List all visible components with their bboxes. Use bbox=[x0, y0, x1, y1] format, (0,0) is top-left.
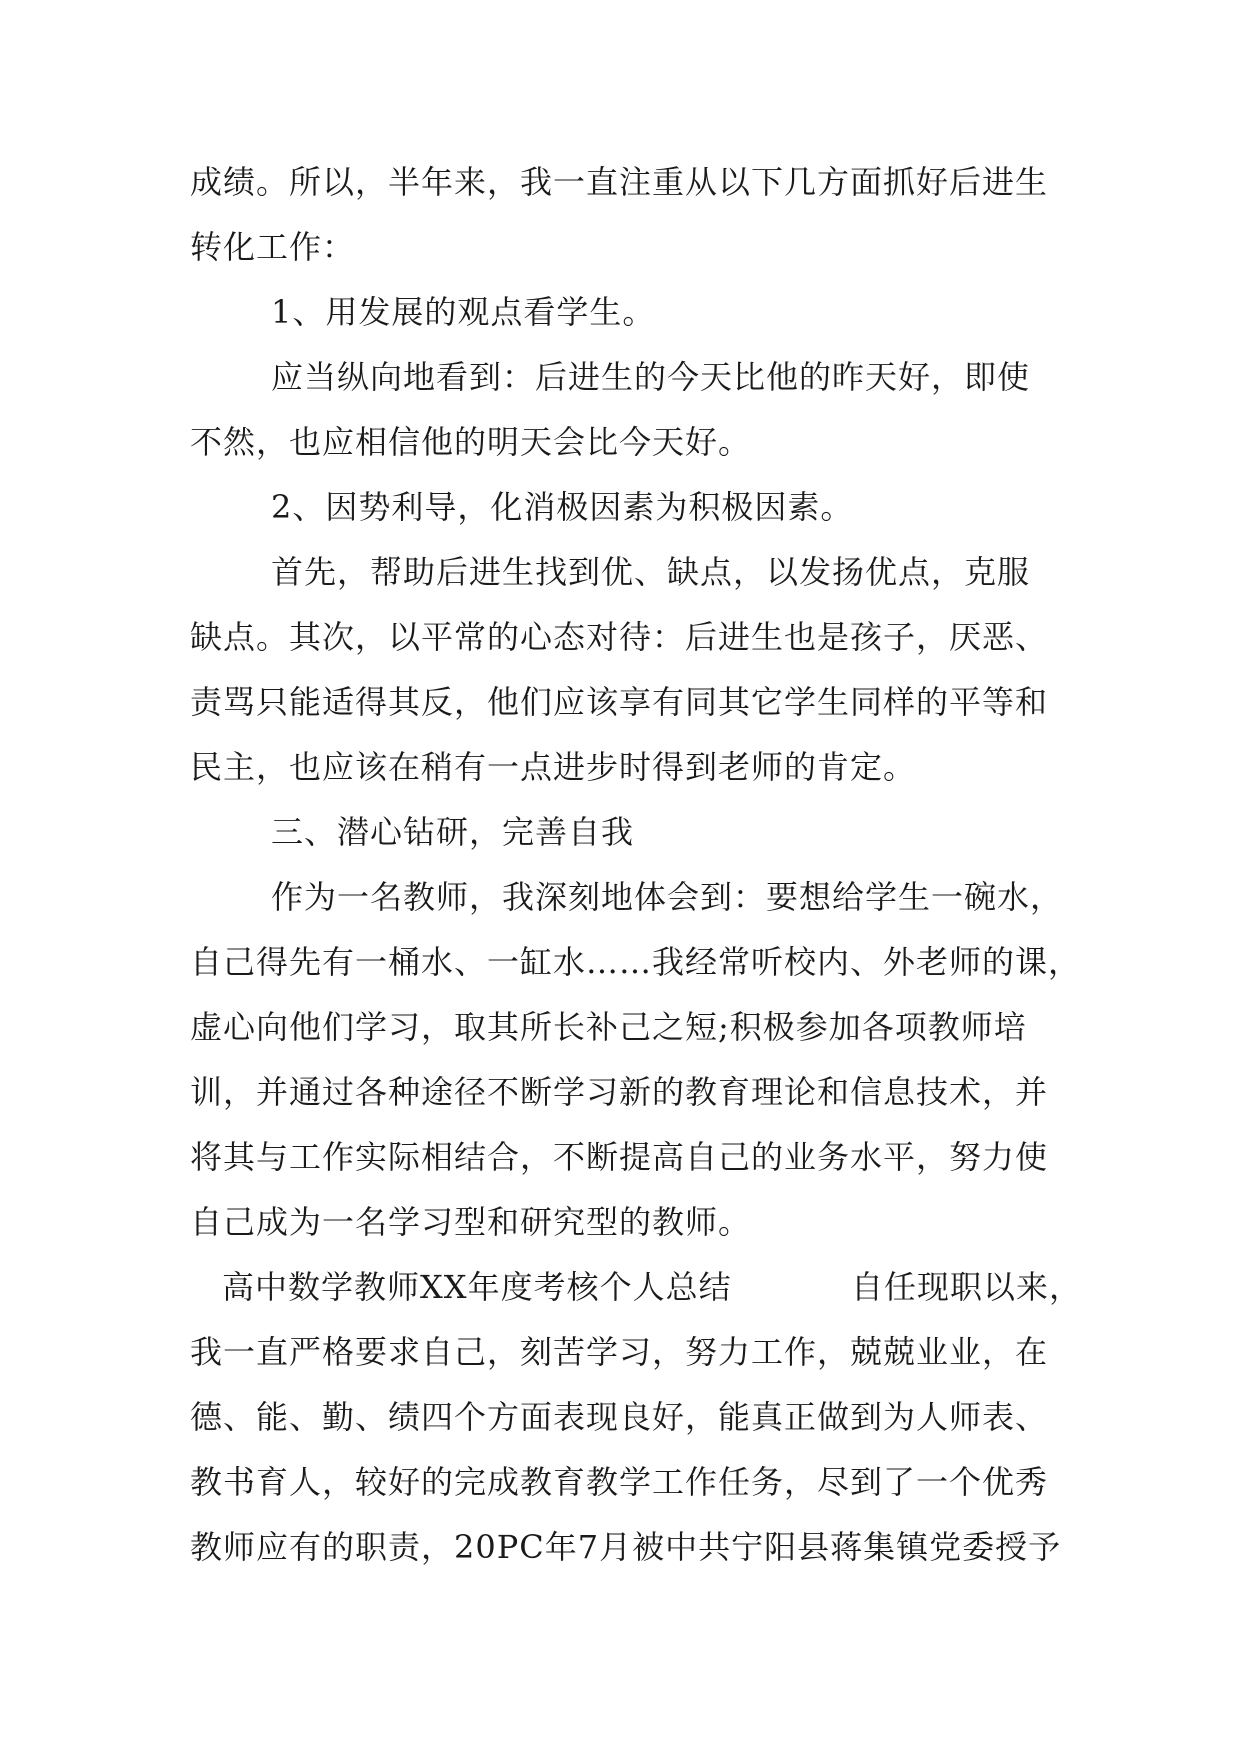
text-line: 成绩。所以，半年来，我一直注重从以下几方面抓好后进生 bbox=[190, 163, 1049, 201]
text-line: 民主，也应该在稍有一点进步时得到老师的肯定。 bbox=[190, 748, 917, 786]
text-line: 德、能、勤、绩四个方面表现良好，能真正做到为人师表、 bbox=[190, 1398, 1049, 1436]
text-line: 虚心向他们学习，取其所长补己之短;积极参加各项教师培 bbox=[190, 1008, 1027, 1046]
document-title: 高中数学教师XX年度考核个人总结 bbox=[222, 1268, 732, 1306]
list-item-heading: 2、因势利导，化消极因素为积极因素。 bbox=[271, 488, 854, 526]
text-line: 自己成为一名学习型和研究型的教师。 bbox=[190, 1203, 752, 1241]
text-line: 自己得先有一桶水、一缸水……我经常听校内、外老师的课， bbox=[190, 943, 1082, 981]
text-line: 缺点。其次，以平常的心态对待：后进生也是孩子，厌恶、 bbox=[190, 618, 1049, 656]
text-line: 自任现职以来， bbox=[851, 1268, 1083, 1306]
text-line: 作为一名教师，我深刻地体会到：要想给学生一碗水， bbox=[271, 878, 1064, 916]
text-line: 教书育人，较好的完成教育教学工作任务，尽到了一个优秀 bbox=[190, 1463, 1049, 1501]
section-heading: 三、潜心钻研，完善自我 bbox=[271, 813, 635, 851]
text-line: 应当纵向地看到：后进生的今天比他的昨天好，即使 bbox=[271, 358, 1031, 396]
text-line: 教师应有的职责，20PC年7月被中共宁阳县蒋集镇党委授予 bbox=[190, 1528, 1062, 1566]
text-line: 转化工作： bbox=[190, 228, 356, 266]
text-line: 责骂只能适得其反，他们应该享有同其它学生同样的平等和 bbox=[190, 683, 1049, 721]
text-line: 训，并通过各种途径不断学习新的教育理论和信息技术，并 bbox=[190, 1073, 1049, 1111]
text-line: 我一直严格要求自己，刻苦学习，努力工作，兢兢业业，在 bbox=[190, 1333, 1049, 1371]
text-line: 不然，也应相信他的明天会比今天好。 bbox=[190, 423, 752, 461]
list-item-heading: 1、用发展的观点看学生。 bbox=[271, 293, 656, 331]
text-line: 将其与工作实际相结合，不断提高自己的业务水平，努力使 bbox=[190, 1138, 1049, 1176]
text-line: 首先，帮助后进生找到优、缺点，以发扬优点，克服 bbox=[271, 553, 1031, 591]
